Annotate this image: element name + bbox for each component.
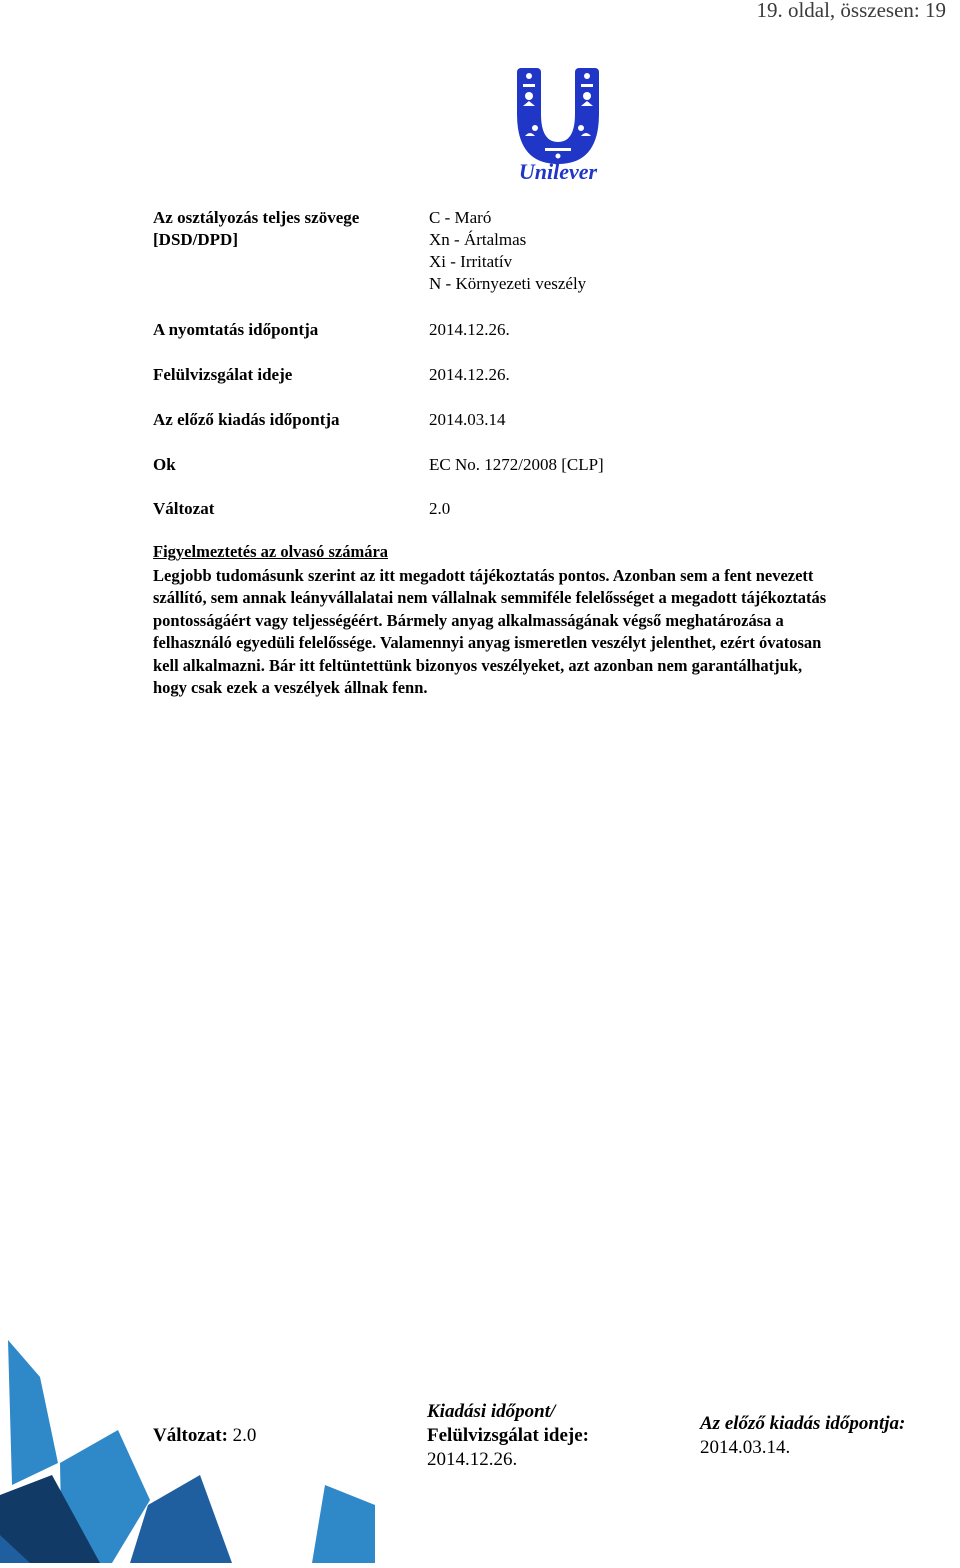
notice-body: [153, 565, 953, 699]
review-date-value: 2014.12.26.: [429, 365, 510, 384]
notice-line: pontosságáért vagy teljességéért. Bármely anyag alkalmasságának végső meghatározása a: [153, 610, 784, 630]
footer-issue-value: 2014.12.26.: [427, 1449, 518, 1470]
print-date-label: A nyomtatás időpontja: [153, 320, 319, 339]
review-date-label: Felülvizsgálat ideje: [153, 365, 293, 384]
footer-version-value: 2.0: [232, 1425, 257, 1446]
footer-hexagon-graphic: [0, 1335, 380, 1563]
previous-issue-label: Az előző kiadás időpontja: [153, 410, 340, 429]
notice-title: Figyelmeztetés az olvasó számára: [153, 542, 389, 561]
notice-line: kell alkalmazni. Bár itt feltüntettünk bizonyos veszélyeket, azt azonban nem garantálhatjuk,: [153, 655, 803, 675]
previous-issue-value: 2014.03.14: [429, 410, 506, 429]
footer-previous-value: 2014.03.14.: [700, 1437, 791, 1458]
footer-issue-label-2: Felülvizsgálat ideje:: [427, 1425, 589, 1446]
reason-label: Ok: [153, 455, 176, 474]
classification-value-1: C - Maró: [429, 208, 492, 227]
notice-line: felhasználó egyedüli felelőssége. Valamennyi anyag ismeretlen veszélyt jelenthet, ezért óvatosan: [153, 633, 822, 653]
unilever-u-emblem: [505, 66, 611, 182]
notice-line: hogy csak ezek a veszélyek állnak fenn.: [153, 678, 428, 698]
notice-line: szállító, sem annak leányvállalatai nem vállalnak semmiféle felelősséget a megadott tájékoztatás: [153, 588, 827, 608]
page-number: 19. oldal, összesen: 19: [756, 0, 946, 22]
unilever-logo: [505, 66, 611, 182]
classification-values: [429, 207, 586, 295]
footer-previous-label: Az előző kiadás időpontja:: [700, 1413, 906, 1434]
unilever-wordmark: Unilever: [518, 159, 598, 182]
classification-label-line-1: Az osztályozás teljes szövege: [153, 208, 360, 227]
footer-issue-block: [427, 1400, 589, 1472]
footer-issue-label-1: Kiadási időpont/: [427, 1401, 556, 1422]
version-label: Változat: [153, 499, 215, 518]
footer-previous-block: [700, 1412, 905, 1460]
footer-version: [153, 1424, 256, 1448]
classification-value-4: N - Környezeti veszély: [429, 274, 587, 293]
print-date-value: 2014.12.26.: [429, 320, 510, 339]
footer-version-label: Változat:: [153, 1425, 228, 1446]
classification-value-2: Xn - Ártalmas: [429, 230, 527, 249]
notice-line: Legjobb tudomásunk szerint az itt megadott tájékoztatás pontos. Azonban sem a fent nevezett: [153, 566, 814, 585]
classification-value-3: Xi - Irritatív: [429, 252, 513, 271]
footer-decoration: [0, 1335, 380, 1563]
classification-label-line-2: [DSD/DPD]: [153, 230, 238, 249]
reason-value: EC No. 1272/2008 [CLP]: [429, 455, 604, 474]
version-value: 2.0: [429, 499, 451, 518]
classification-label: [153, 207, 359, 251]
